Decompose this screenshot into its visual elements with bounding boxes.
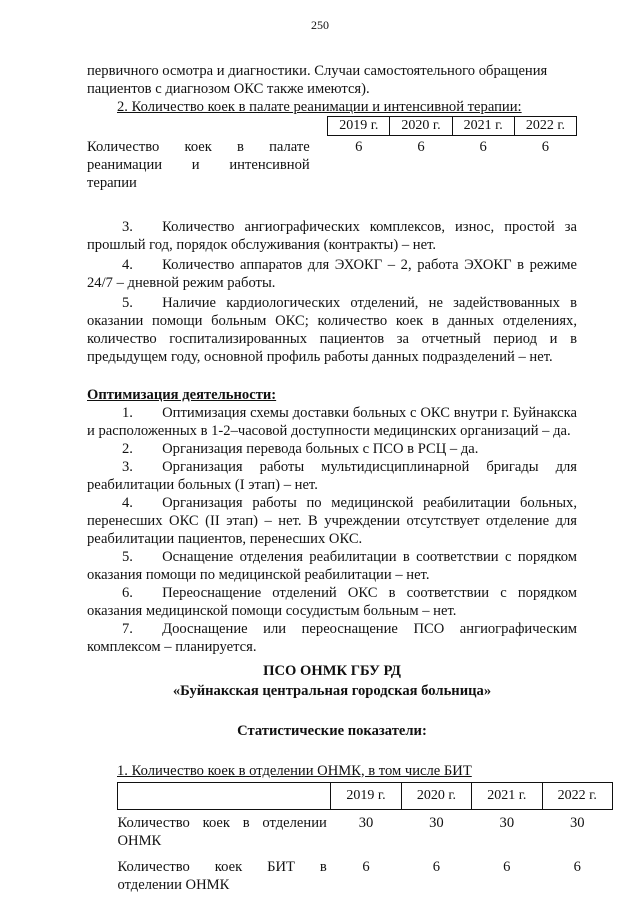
- table-stroke-beds: [117, 782, 613, 894]
- year-header: 2022 г.: [514, 117, 576, 136]
- cell-value: 30: [569, 814, 585, 831]
- year-header: 2019 г.: [331, 782, 401, 809]
- cell-value: 6: [503, 858, 511, 875]
- table2-title: 1. Количество коек в отделении ОНМК, в том числе БИТ: [117, 762, 472, 779]
- year-header: 2020 г.: [390, 117, 452, 136]
- list-item: 7. Дооснащение или переоснащение ПСО ангиографическим комплексом – планируется.: [87, 620, 577, 655]
- cell-value: 6: [355, 139, 363, 155]
- intro-line-1: первичного осмотра и диагностики. Случаи самостоятельного обращения: [87, 63, 548, 79]
- cell-value: 6: [573, 858, 581, 875]
- stats-heading: Статистические показатели:: [237, 722, 427, 739]
- table-header-row: [118, 782, 613, 809]
- intro-line-2: пациентов с диагнозом ОКС также имеются).: [87, 81, 370, 97]
- cell-value: 30: [429, 814, 444, 831]
- cell-value: 6: [362, 858, 370, 875]
- table-row: [87, 136, 577, 192]
- year-header: 2019 г.: [328, 117, 390, 136]
- numbered-item-4: 4. Количество аппаратов для ЭХОКГ – 2, работа ЭХОКГ в режиме 24/7 – дневной режим работы.: [87, 256, 577, 291]
- section-title-1: ПСО ОНМК ГБУ РД: [263, 662, 401, 679]
- year-header: 2020 г.: [401, 782, 471, 809]
- row-label: Количество коек в палате реанимации и интенсивной терапии: [87, 138, 310, 191]
- year-header: 2021 г.: [452, 117, 514, 136]
- cell-value: 6: [432, 858, 441, 875]
- table-row: [118, 856, 613, 894]
- table-row: [118, 809, 613, 856]
- row-label: Количество коек в отделении ОНМК: [117, 814, 327, 849]
- list-item: 6. Переоснащение отделений ОКС в соответствии с порядком оказания медицинской помощи сосудистым больным – нет.: [87, 584, 577, 619]
- year-header: 2021 г.: [472, 782, 542, 809]
- table-header-row: [87, 117, 577, 136]
- cell-value: 30: [358, 814, 374, 831]
- row-label: Количество коек БИТ в отделении ОНМК: [117, 858, 327, 893]
- list-item: 5. Оснащение отделения реабилитации в соответствии с порядком оказания помощи по медицинской реабилитации – нет.: [87, 548, 577, 583]
- page-content: [87, 62, 597, 894]
- numbered-item-5: 5. Наличие кардиологических отделений, не задействованных в оказании помощи больным ОКС; количество коек в данных отделениях, количество госпитализированных пациентов за отчетный период и в предыдущем году, основной профиль работы данных подразделений – нет.: [87, 294, 577, 365]
- numbered-item-3: 3. Количество ангиографических комплексов, износ, простой за прошлый год, порядок обслуживания (контракты) – нет.: [87, 218, 577, 253]
- page-number: 250: [311, 18, 329, 32]
- list-item: 2. Организация перевода больных с ПСО в РСЦ – да.: [122, 440, 479, 457]
- year-header: 2022 г.: [542, 782, 612, 809]
- optimization-list: [87, 404, 577, 656]
- cell-value: 30: [499, 814, 515, 831]
- section-title-2: «Буйнакская центральная городская больница»: [172, 682, 492, 699]
- cell-value: 6: [417, 139, 425, 155]
- list-item: 3. Организация работы мультидисциплинарной бригады для реабилитации больных (I этап) – нет.: [87, 458, 577, 493]
- cell-value: 6: [541, 139, 550, 155]
- list-item: 4. Организация работы по медицинской реабилитации больных, перенесших ОКС (II этап) – нет. В учреждении отсутствует отделение для реабилитации пациентов, перенесших ОКС.: [87, 494, 577, 547]
- list-item: 1. Оптимизация схемы доставки больных с ОКС внутри г. Буйнакска и расположенных в 1-2–часовой доступности медицинских организаций – да.: [87, 404, 577, 439]
- table-icu-beds: [87, 116, 577, 192]
- optimization-heading: Оптимизация деятельности:: [87, 386, 277, 403]
- item2-title: 2. Количество коек в палате реанимации и интенсивной терапии:: [117, 99, 522, 115]
- cell-value: 6: [479, 139, 487, 155]
